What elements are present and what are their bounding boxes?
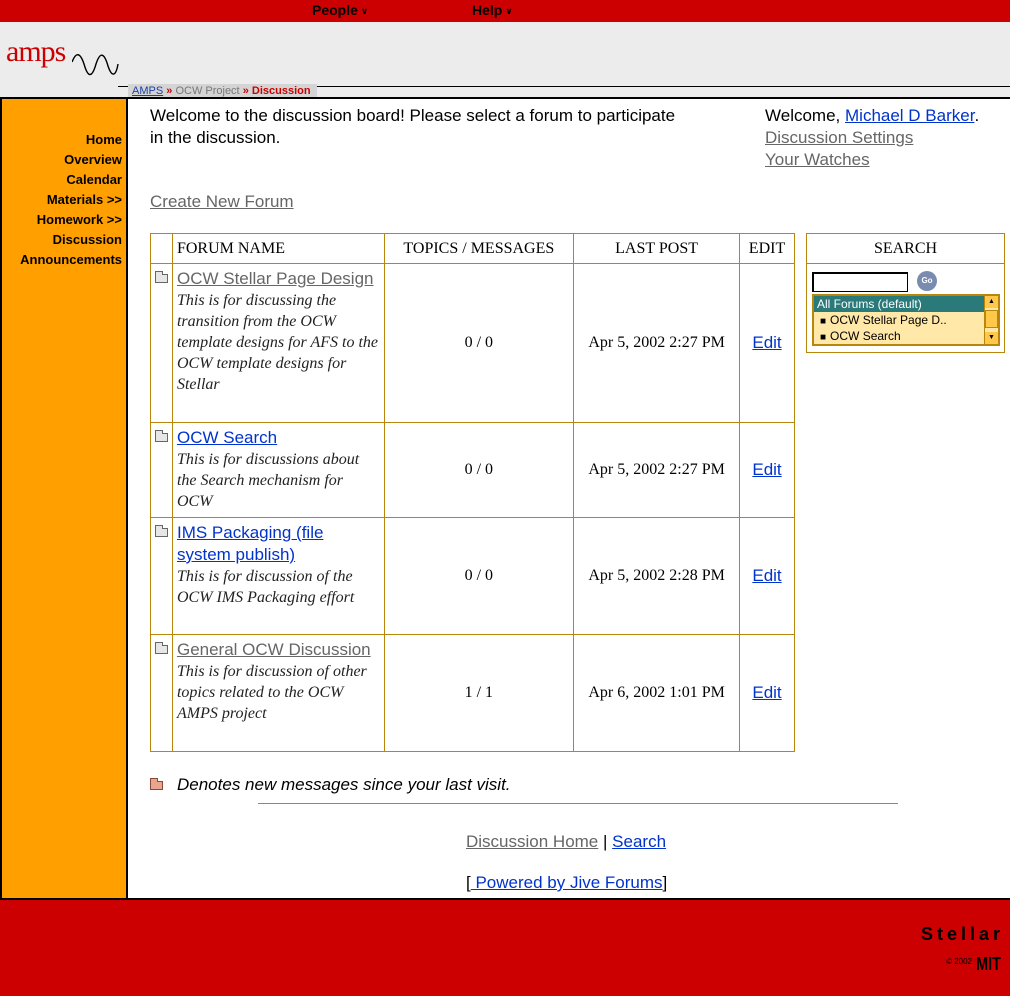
footer-band [0, 898, 1010, 996]
footer-links [466, 832, 666, 852]
forum-option[interactable] [814, 312, 998, 328]
chevron-down-icon: ∨ [505, 5, 513, 16]
breadcrumb [128, 84, 317, 98]
breadcrumb-separator: » [242, 85, 249, 97]
sidebar-item-homework[interactable]: Homework >> [36, 212, 122, 227]
last-post-header: LAST POST [574, 234, 740, 264]
help-menu-label: Help [472, 2, 503, 18]
forum-link-general-ocw-discussion[interactable]: General OCW Discussion [176, 640, 371, 659]
table-row [151, 423, 795, 518]
search-link[interactable]: Search [612, 832, 667, 851]
welcome-greeting: Welcome, [765, 106, 841, 125]
topics-messages-count: 0 / 0 [384, 264, 574, 423]
bracket-close: ] [662, 873, 668, 892]
edit-header: EDIT [740, 234, 795, 264]
scroll-down-icon[interactable]: ▼ [985, 332, 998, 344]
your-watches-link[interactable]: Your Watches [765, 150, 870, 169]
amps-logo: amps [6, 35, 66, 68]
forum-name-header: FORUM NAME [172, 234, 384, 264]
edit-link[interactable]: Edit [752, 333, 782, 352]
breadcrumb-discussion: Discussion [251, 85, 311, 97]
topics-messages-header: TOPICS / MESSAGES [384, 234, 574, 264]
forum-select-list[interactable] [812, 294, 1000, 346]
people-menu[interactable] [312, 2, 368, 18]
chevron-down-icon: ∨ [360, 5, 369, 16]
forum-table [150, 233, 795, 752]
topics-messages-count: 0 / 0 [384, 518, 574, 635]
folder-icon [155, 645, 168, 654]
table-row [151, 635, 795, 752]
last-post-date: Apr 5, 2002 2:27 PM [574, 423, 740, 518]
forum-option-label: OCW Stellar Page D.. [830, 313, 947, 327]
forum-link-stellar-page-design[interactable]: OCW Stellar Page Design [176, 269, 374, 288]
discussion-home-link[interactable]: Discussion Home [466, 832, 599, 851]
help-menu[interactable] [472, 2, 513, 18]
forum-option-all[interactable]: All Forums (default) [814, 296, 984, 312]
folder-icon [155, 433, 168, 442]
forum-description: This is for discussing the transition from the OCW template designs for AFS to the OCW template designs for Stellar [176, 292, 378, 393]
folder-icon [155, 274, 168, 283]
table-header-row [151, 234, 795, 264]
bullet-icon: ■ [820, 316, 827, 327]
forum-link-ocw-search[interactable]: OCW Search [176, 428, 278, 447]
mit-logo: MIT [976, 954, 1001, 974]
powered-by [466, 873, 667, 893]
last-post-date: Apr 5, 2002 2:27 PM [574, 264, 740, 423]
people-menu-label: People [312, 2, 358, 18]
user-name-link[interactable]: Michael D Barker [845, 106, 975, 125]
search-panel [806, 233, 1005, 353]
bullet-icon: ■ [820, 332, 827, 343]
new-messages-legend [150, 775, 511, 795]
scroll-up-icon[interactable]: ▲ [985, 296, 998, 308]
table-row [151, 518, 795, 635]
forum-description: This is for discussion of the OCW IMS Packaging effort [176, 568, 355, 606]
table-row [151, 264, 795, 423]
footer-divider [258, 803, 898, 804]
welcome-message: Welcome to the discussion board! Please select a forum to participate in the discussion. [150, 106, 676, 147]
forum-option-label: OCW Search [830, 329, 901, 343]
select-scrollbar[interactable] [984, 296, 998, 344]
sidebar-item-calendar[interactable]: Calendar [66, 172, 122, 187]
forum-link-ims-packaging[interactable]: IMS Packaging (file system publish) [176, 523, 324, 564]
go-button[interactable]: Go [917, 271, 937, 291]
new-messages-folder-icon [150, 781, 163, 790]
last-post-date: Apr 5, 2002 2:28 PM [574, 518, 740, 635]
jive-forums-link[interactable]: Powered by Jive Forums [470, 873, 663, 892]
icon-column-header [151, 234, 173, 264]
header-rule [0, 97, 1010, 99]
breadcrumb-separator: » [166, 85, 173, 97]
discussion-settings-link[interactable]: Discussion Settings [765, 128, 914, 147]
folder-icon [155, 528, 168, 537]
sidebar [0, 99, 128, 900]
edit-link[interactable]: Edit [752, 566, 782, 585]
legend-text: Denotes new messages since your last visit. [177, 775, 511, 794]
edit-link[interactable]: Edit [752, 683, 782, 702]
breadcrumb-amps[interactable]: AMPS [132, 85, 164, 97]
topics-messages-count: 1 / 1 [384, 635, 574, 752]
user-panel [765, 105, 979, 171]
sidebar-item-announcements[interactable]: Announcements [20, 252, 122, 267]
forum-option[interactable] [814, 328, 998, 344]
sidebar-item-materials[interactable]: Materials >> [46, 192, 122, 207]
edit-link[interactable]: Edit [752, 460, 782, 479]
forum-description: This is for discussion of other topics related to the OCW AMPS project [176, 663, 367, 722]
search-input[interactable] [812, 272, 908, 292]
sidebar-item-discussion[interactable]: Discussion [52, 232, 122, 247]
topics-messages-count: 0 / 0 [384, 423, 574, 518]
bracket-open: [ [466, 873, 471, 892]
top-nav-bar [0, 0, 1010, 22]
create-forum-link[interactable]: Create New Forum [150, 192, 294, 211]
last-post-date: Apr 6, 2002 1:01 PM [574, 635, 740, 752]
copyright-text: © 2002 [946, 957, 972, 966]
sidebar-item-overview[interactable]: Overview [64, 152, 122, 167]
sidebar-item-home[interactable]: Home [85, 132, 122, 147]
footer-pipe: | [603, 832, 608, 851]
search-title: SEARCH [807, 234, 1004, 264]
scroll-thumb[interactable] [985, 310, 998, 328]
breadcrumb-ocw-project[interactable]: OCW Project [175, 85, 240, 97]
waveform-logo-icon [72, 50, 120, 80]
forum-description: This is for discussions about the Search mechanism for OCW [176, 451, 360, 510]
greeting-period: . [974, 106, 980, 125]
stellar-logo: Stellar [920, 924, 1004, 944]
